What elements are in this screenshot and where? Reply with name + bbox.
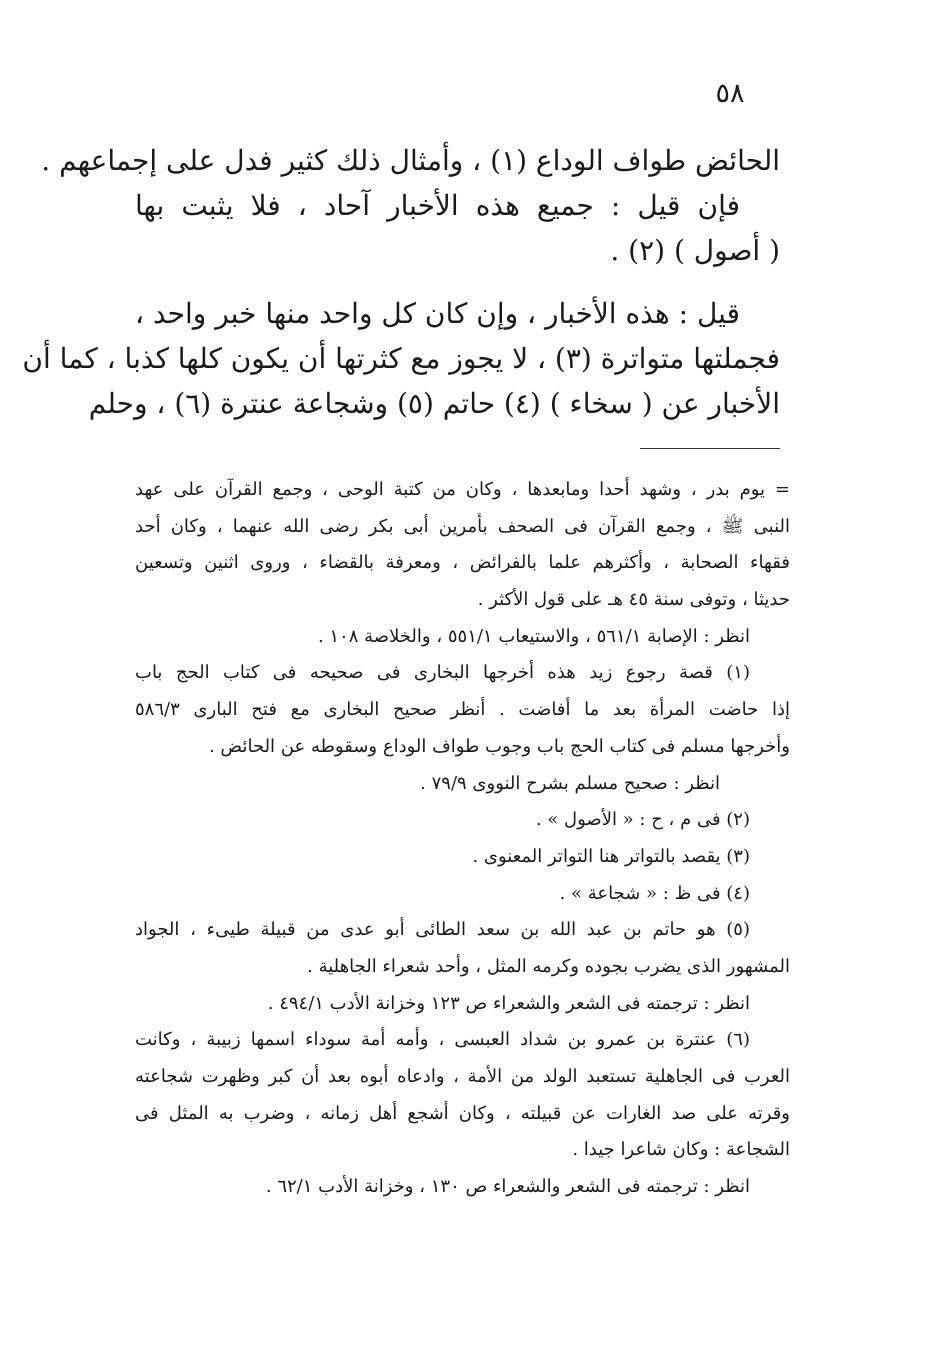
main-text-line: فجملتها متواترة (٣) ، لا يجوز مع كثرتها أن يكون كلها كذبا ، كما أن	[22, 342, 780, 375]
footnote-line: وأخرجها مسلم فى كتاب الحج باب وجوب طواف الوداع وسقوطه عن الحائض .	[208, 735, 790, 757]
footnote-line: إذا حاضت المرأة بعد ما أفاضت . أنظر صحيح البخارى مع فتح البارى ٥٨٦/٣	[135, 699, 790, 721]
main-text-line: فإن قيل : جميع هذه الأخبار آحاد ، فلا يثبت بها	[135, 189, 740, 222]
footnote-line: (٢) فى م ، ح : « الأصول » .	[535, 809, 750, 831]
footnote-line: (٤) فى ظ : « شجاعة » .	[559, 882, 750, 904]
page-number: ٥٨	[715, 78, 745, 109]
footnote-line: (٦) عنترة بن عمرو بن شداد العبسى ، وأمه أمة سوداء اسمها زبيبة ، وكانت	[135, 1029, 750, 1051]
footnote-line: المشهور الذى يضرب بجوده وكرمه المثل ، وأحد شعراء الجاهلية .	[307, 955, 790, 977]
footnote-line: العرب فى الجاهلية تستعبد الولد من الأمة ، وادعاه أبوه بعد أن كبر وظهرت شجاعته	[135, 1066, 790, 1087]
footnote-line: (٣) يقصد بالتواتر هنا التواتر المعنوى .	[472, 845, 750, 867]
footnote-separator	[640, 448, 780, 449]
footnote-line: (١) قصة رجوع زيد هذه أخرجها البخارى فى صحيحه فى كتاب الحج باب	[135, 662, 750, 684]
footnote-line: فقهاء الصحابة ، وأكثرهم علما بالفرائض ، ومعرفة بالقضاء ، وروى اثنين وتسعين	[135, 552, 790, 574]
footnotes	[135, 472, 790, 1206]
footnote-line: = يوم بدر ، وشهد أحدا ومابعدها ، وكان من كتبة الوحى ، وجمع القرآن على عهد	[135, 479, 790, 500]
main-text-line: الحائض طواف الوداع (١) ، وأمثال ذلك كثير فدل على إجماعهم .	[41, 144, 780, 177]
footnote-line: الشجاعة : وكان شاعرا جيدا .	[572, 1139, 790, 1161]
footnote-line: انظر : صحيح مسلم بشرح النووى ٧٩/٩ .	[420, 772, 720, 794]
footnote-line: انظر : الإصابة ٥٦١/١ ، والاستيعاب ٥٥١/١ ، والخلاصة ١٠٨ .	[317, 625, 750, 647]
footnote-line: النبى ﷺ ، وجمع القرآن فى الصحف بأمرين أبى بكر رضى الله عنهما ، وكان أحد	[135, 515, 790, 537]
main-text-line: ( أصول ) (٢) .	[610, 234, 780, 267]
footnote-line: حديثا ، وتوفى سنة ٤٥ هـ على قول الأكثر .	[477, 589, 790, 611]
footnote-line: انظر : ترجمته فى الشعر والشعراء ص ١٢٣ وخزانة الأدب ٤٩٤/١ .	[267, 992, 750, 1014]
footnote-line: (٥) هو حاتم بن عبد الله بن سعد الطائى أبو عدى من قبيلة طيىء ، الجواد	[135, 919, 750, 941]
footnote-line: انظر : ترجمته فى الشعر والشعراء ص ١٣٠ ، وخزانة الأدب ٦٢/١ .	[265, 1176, 750, 1198]
main-text	[22, 138, 780, 426]
footnote-line: وقرته على صد الغارات عن قبيلته ، وكان أشجع أهل زمانه ، وضرب به المثل فى	[135, 1102, 791, 1124]
main-text-line: الأخبار عن ( سخاء ) (٤) حاتم (٥) وشجاعة عنترة (٦) ، وحلم	[88, 387, 780, 420]
main-text-line: قيل : هذه الأخبار ، وإن كان كل واحد منها خبر واحد ،	[135, 297, 740, 330]
